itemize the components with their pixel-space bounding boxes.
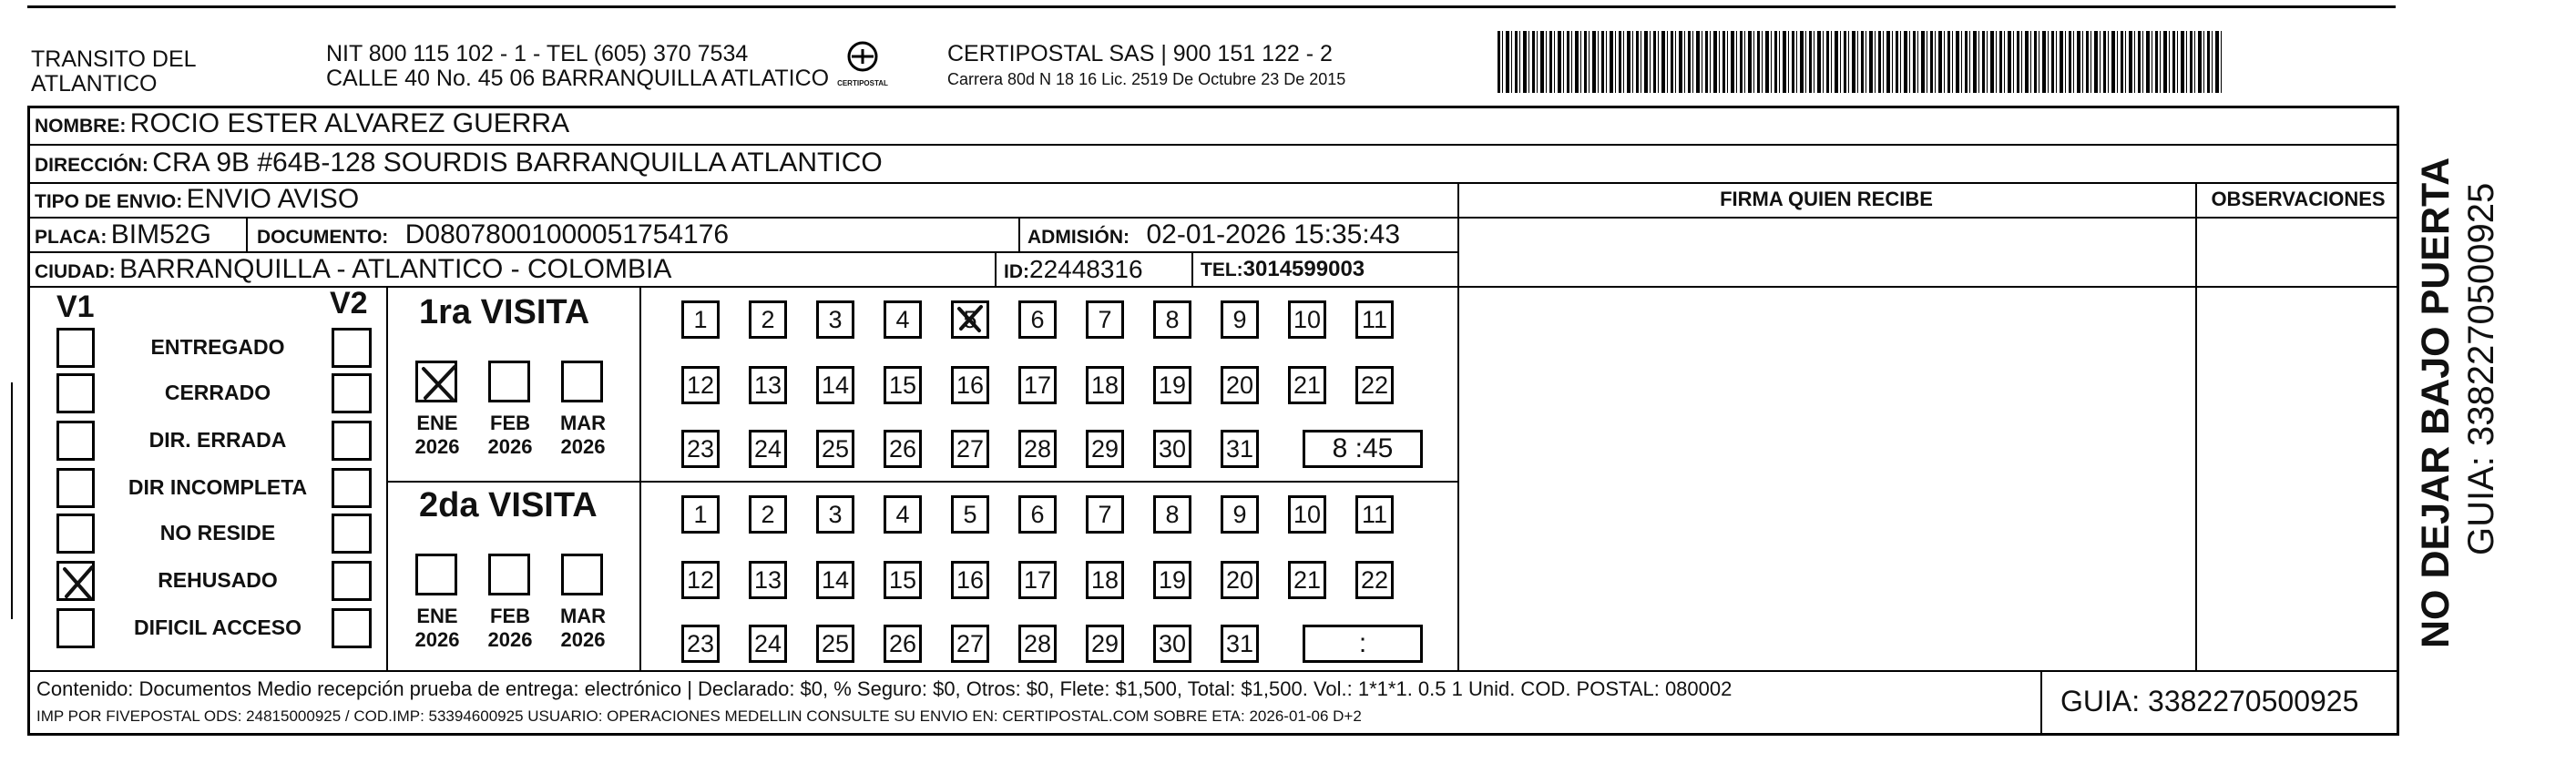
status-option-label: DIFICIL ACCESO (133, 615, 302, 639)
visit2-month-checkbox[interactable] (561, 554, 603, 595)
day-number: 14 (821, 371, 850, 399)
visit2-time-field[interactable]: : (1303, 625, 1423, 663)
visit2-day-13[interactable] (749, 561, 787, 599)
visit2-day-14[interactable] (816, 561, 854, 599)
status-option-label: CERRADO (164, 381, 271, 404)
day-number: 20 (1225, 371, 1254, 399)
day-number: 3 (828, 306, 843, 333)
visit2-day-5[interactable] (951, 495, 989, 534)
issuer-name (31, 47, 197, 97)
day-number: 26 (888, 630, 917, 657)
visit2-day-3[interactable] (816, 495, 854, 534)
day-number: 12 (686, 566, 715, 594)
send-type-value: ENVIO AVISO (186, 184, 360, 214)
day-number: 31 (1225, 630, 1254, 657)
carrier-info (947, 42, 1345, 88)
visit1-day-9[interactable] (1221, 300, 1259, 339)
visit2-day-21[interactable] (1288, 561, 1326, 599)
name-row (35, 107, 569, 145)
day-number: 15 (888, 371, 917, 399)
visit1-month-checkbox[interactable] (415, 361, 457, 402)
visit1-day-30[interactable] (1153, 430, 1191, 468)
day-number: 14 (821, 566, 850, 594)
day-number: 20 (1225, 566, 1254, 594)
v1-label: V1 (56, 290, 95, 324)
admission-label: ADMISIÓN: (1027, 227, 1130, 248)
address-line: CALLE 40 No. 45 06 BARRANQUILLA ATLATICO (326, 66, 830, 91)
day-number: 19 (1158, 371, 1187, 399)
visit1-day-15[interactable] (884, 366, 922, 404)
visit1-day-13[interactable] (749, 366, 787, 404)
logo-text: CERTIPOSTAL (837, 79, 888, 87)
month-year: 2026 (560, 628, 606, 651)
visit2-day-28[interactable] (1018, 625, 1057, 663)
address-row (35, 147, 883, 184)
plate-label: PLACA: (35, 227, 107, 248)
visit2-day-9[interactable] (1221, 495, 1259, 534)
visit2-day-30[interactable] (1153, 625, 1191, 663)
visit1-month-label (554, 412, 612, 459)
v1-checkbox[interactable] (56, 421, 95, 461)
visit2-day-20[interactable] (1221, 561, 1259, 599)
day-number: 28 (1023, 630, 1052, 657)
day-number: 1 (693, 306, 708, 333)
month-year: 2026 (560, 435, 606, 458)
visit1-day-8[interactable] (1153, 300, 1191, 339)
visit1-day-16[interactable] (951, 366, 989, 404)
visit1-day-7[interactable] (1086, 300, 1124, 339)
city-row (35, 253, 671, 290)
v1-checkbox[interactable] (56, 608, 95, 648)
visit2-day-15[interactable] (884, 561, 922, 599)
day-number: 15 (888, 566, 917, 594)
visit1-time-field[interactable]: 8 :45 (1303, 430, 1423, 468)
v2-label: V2 (330, 286, 368, 320)
status-option-label: REHUSADO (158, 568, 278, 592)
day-number: 24 (753, 630, 782, 657)
visit2-day-31[interactable] (1221, 625, 1259, 663)
day-number: 30 (1158, 630, 1187, 657)
visit1-day-24[interactable] (749, 430, 787, 468)
v1-checkbox[interactable] (56, 514, 95, 554)
visit1-day-14[interactable] (816, 366, 854, 404)
handwritten-x-mark (59, 564, 97, 604)
day-number: 13 (753, 371, 782, 399)
day-number: 30 (1158, 435, 1187, 463)
certipostal-logo (831, 38, 894, 93)
visit2-day-23[interactable] (681, 625, 720, 663)
print-line: IMP POR FIVEPOSTAL ODS: 24815000925 / COD.IMP: 53394600925 USUARIO: OPERACIONES MEDELLIN CONSULTE SU ENVIO EN: CERTIPOSTAL.COM SOBRE ETA: 2026-01-06 D+2 (36, 707, 1362, 725)
day-number: 19 (1158, 566, 1187, 594)
col-rule (246, 217, 248, 251)
col-rule (1018, 217, 1020, 251)
day-number: 12 (686, 371, 715, 399)
day-number: 29 (1090, 435, 1119, 463)
day-number: 21 (1293, 566, 1322, 594)
col-rule (1457, 182, 1459, 670)
visit1-day-1[interactable] (681, 300, 720, 339)
month-name: ENE (416, 412, 458, 434)
visit2-day-19[interactable] (1153, 561, 1191, 599)
top-rule (27, 5, 2396, 8)
status-option-label: DIR. ERRADA (148, 428, 287, 452)
document-value: D08078001000051754176 (404, 219, 730, 249)
visit2-day-11[interactable] (1355, 495, 1394, 534)
visit1-day-5[interactable] (951, 300, 989, 339)
day-number: 18 (1090, 371, 1119, 399)
visit2-day-2[interactable] (749, 495, 787, 534)
month-name: MAR (559, 605, 607, 627)
visit1-day-19[interactable] (1153, 366, 1191, 404)
day-number: 7 (1098, 306, 1112, 333)
visit1-day-26[interactable] (884, 430, 922, 468)
day-number: 4 (895, 501, 910, 528)
side-guide: GUIA: 3382270500925 (2461, 182, 2501, 555)
day-number: 22 (1360, 371, 1389, 399)
visit1-day-6[interactable] (1018, 300, 1057, 339)
plate-value: BIM52G (110, 219, 211, 249)
month-year: 2026 (487, 628, 533, 651)
observations-column-header: OBSERVACIONES (2211, 188, 2386, 210)
day-number: 13 (753, 566, 782, 594)
day-number: 17 (1023, 566, 1052, 594)
day-number: 25 (821, 435, 850, 463)
visit1-day-23[interactable] (681, 430, 720, 468)
col-rule (1191, 251, 1193, 286)
document-label: DOCUMENTO: (257, 227, 389, 248)
day-number: 23 (686, 630, 715, 657)
send-type-row (35, 183, 359, 220)
footer-rule (27, 670, 2399, 672)
visit2-month-checkbox[interactable] (488, 554, 530, 595)
v1-checkbox[interactable] (56, 328, 95, 368)
city-value: BARRANQUILLA - ATLANTICO - COLOMBIA (119, 254, 672, 284)
visit-divider (386, 481, 1457, 483)
address-value: CRA 9B #64B-128 SOURDIS BARRANQUILLA ATLANTICO (152, 148, 883, 178)
day-number: 31 (1225, 435, 1254, 463)
visit2-day-29[interactable] (1086, 625, 1124, 663)
visit1-day-18[interactable] (1086, 366, 1124, 404)
visit1-day-29[interactable] (1086, 430, 1124, 468)
day-number: 27 (956, 435, 985, 463)
visit2-month-label (481, 605, 539, 652)
visit1-day-20[interactable] (1221, 366, 1259, 404)
day-number: 21 (1293, 371, 1322, 399)
day-number: 25 (821, 630, 850, 657)
month-year: 2026 (414, 435, 460, 458)
visit2-day-25[interactable] (816, 625, 854, 663)
v1-checkbox[interactable] (56, 468, 95, 508)
day-number: 16 (956, 371, 985, 399)
carrier-line: CERTIPOSTAL SAS | 900 151 122 - 2 (947, 41, 1333, 66)
day-number: 11 (1361, 306, 1388, 333)
status-option-label: NO RESIDE (159, 521, 276, 544)
name-label: NOMBRE: (35, 116, 127, 137)
v1-checkbox[interactable] (56, 561, 95, 601)
day-number: 6 (1030, 306, 1045, 333)
barcode (1498, 31, 2223, 93)
content-line: Contenido: Documentos Medio recepción prueba de entrega: electrónico | Declarado: $0, % Seguro: $0, Otros: $0, Flete: $1,500, Total: $1,500. Vol.: 1*1*1. 0.5 1 Unid. COD. POSTAL: 080002 (36, 677, 1733, 700)
visit1-month-checkbox[interactable] (488, 361, 530, 402)
day-number: 7 (1098, 501, 1112, 528)
nit-line: NIT 800 115 102 - 1 - TEL (605) 370 7534 (326, 41, 749, 66)
footer-divider (2040, 670, 2042, 736)
visit2-day-7[interactable] (1086, 495, 1124, 534)
month-name: MAR (559, 412, 607, 434)
visit2-day-22[interactable] (1355, 561, 1394, 599)
visit2-day-1[interactable] (681, 495, 720, 534)
plate-row (35, 219, 211, 256)
day-number: 6 (1030, 501, 1045, 528)
month-year: 2026 (487, 435, 533, 458)
day-number: 18 (1090, 566, 1119, 594)
id-row (1004, 253, 1143, 290)
visit2-day-24[interactable] (749, 625, 787, 663)
issuer-line-2: ATLANTICO (31, 71, 158, 97)
visit1-day-12[interactable] (681, 366, 720, 404)
visit1-month-label (481, 412, 539, 459)
day-number: 16 (956, 566, 985, 594)
tel-label: TEL: (1201, 259, 1243, 280)
col-rule (2195, 182, 2197, 670)
visit2-month-checkbox[interactable] (415, 554, 457, 595)
day-number: 1 (693, 501, 708, 528)
visit2-day-10[interactable] (1288, 495, 1326, 534)
visit2-day-6[interactable] (1018, 495, 1057, 534)
day-number: 29 (1090, 630, 1119, 657)
license-line: Carrera 80d N 18 16 Lic. 2519 De Octubre 23 De 2015 (947, 70, 1346, 88)
id-label: ID: (1004, 261, 1029, 282)
visit2-month-label (408, 605, 466, 652)
day-number: 22 (1360, 566, 1389, 594)
col-rule (995, 251, 997, 286)
visit1-day-3[interactable] (816, 300, 854, 339)
visit1-day-27[interactable] (951, 430, 989, 468)
side-warning: NO DEJAR BAJO PUERTA (2414, 157, 2458, 648)
visit2-day-17[interactable] (1018, 561, 1057, 599)
issuer-line-1: TRANSITO DEL (31, 46, 197, 72)
tel-row (1201, 253, 1365, 289)
day-number: 10 (1293, 501, 1322, 528)
visit1-day-25[interactable] (816, 430, 854, 468)
visit1-day-4[interactable] (884, 300, 922, 339)
visit1-month-checkbox[interactable] (561, 361, 603, 402)
day-number: 8 (1165, 501, 1180, 528)
visit2-day-12[interactable] (681, 561, 720, 599)
visit1-day-17[interactable] (1018, 366, 1057, 404)
month-year: 2026 (414, 628, 460, 651)
visit1-day-28[interactable] (1018, 430, 1057, 468)
visit1-day-22[interactable] (1355, 366, 1394, 404)
visit2-day-26[interactable] (884, 625, 922, 663)
day-number: 5 (963, 306, 977, 333)
issuer-contact (326, 42, 829, 91)
visit1-day-21[interactable] (1288, 366, 1326, 404)
visit1-day-2[interactable] (749, 300, 787, 339)
send-type-label: TIPO DE ENVIO: (35, 191, 183, 212)
visit2-day-18[interactable] (1086, 561, 1124, 599)
visit2-day-8[interactable] (1153, 495, 1191, 534)
status-option-label: DIR INCOMPLETA (128, 475, 308, 499)
document-row (257, 219, 729, 256)
day-number: 8 (1165, 306, 1180, 333)
visit2-day-16[interactable] (951, 561, 989, 599)
visit2-day-27[interactable] (951, 625, 989, 663)
visit1-day-11[interactable] (1355, 300, 1394, 339)
month-name: FEB (490, 412, 530, 434)
id-value: 22448316 (1029, 255, 1143, 283)
logo-icon (844, 38, 881, 75)
visit1-title: 1ra VISITA (419, 293, 590, 331)
day-number: 28 (1023, 435, 1052, 463)
footer-guide: GUIA: 3382270500925 (2060, 685, 2359, 717)
status-divider (386, 286, 388, 670)
day-number: 9 (1232, 501, 1247, 528)
admission-value: 02-01-2026 15:35:43 (1146, 219, 1401, 249)
month-name: ENE (416, 605, 458, 627)
day-number: 5 (963, 501, 977, 528)
day-number: 27 (956, 630, 985, 657)
day-number: 2 (761, 306, 775, 333)
day-number: 4 (895, 306, 910, 333)
handwritten-x-mark (954, 303, 986, 336)
margin-mark (11, 382, 13, 619)
visit1-day-10[interactable] (1288, 300, 1326, 339)
day-number: 11 (1361, 501, 1388, 528)
day-number: 3 (828, 501, 843, 528)
day-number: 26 (888, 435, 917, 463)
day-number: 10 (1293, 306, 1322, 333)
day-number: 23 (686, 435, 715, 463)
visit2-title: 2da VISITA (419, 486, 598, 524)
day-number: 24 (753, 435, 782, 463)
day-number: 2 (761, 501, 775, 528)
address-label: DIRECCIÓN: (35, 155, 148, 176)
handwritten-x-mark (418, 363, 460, 405)
signature-column-header: FIRMA QUIEN RECIBE (1720, 188, 1933, 210)
visit1-day-31[interactable] (1221, 430, 1259, 468)
v1-checkbox[interactable] (56, 373, 95, 413)
visit1-month-label (408, 412, 466, 459)
tel-value: 3014599003 (1242, 257, 1365, 281)
day-number: 17 (1023, 371, 1052, 399)
status-option-label: ENTREGADO (150, 335, 285, 359)
day-number: 9 (1232, 306, 1247, 333)
visit2-month-label (554, 605, 612, 652)
calendar-divider (639, 286, 641, 670)
city-label: CIUDAD: (35, 261, 116, 282)
visit2-day-4[interactable] (884, 495, 922, 534)
admission-row (1027, 219, 1400, 256)
month-name: FEB (490, 605, 530, 627)
name-value: ROCIO ESTER ALVAREZ GUERRA (129, 108, 570, 138)
